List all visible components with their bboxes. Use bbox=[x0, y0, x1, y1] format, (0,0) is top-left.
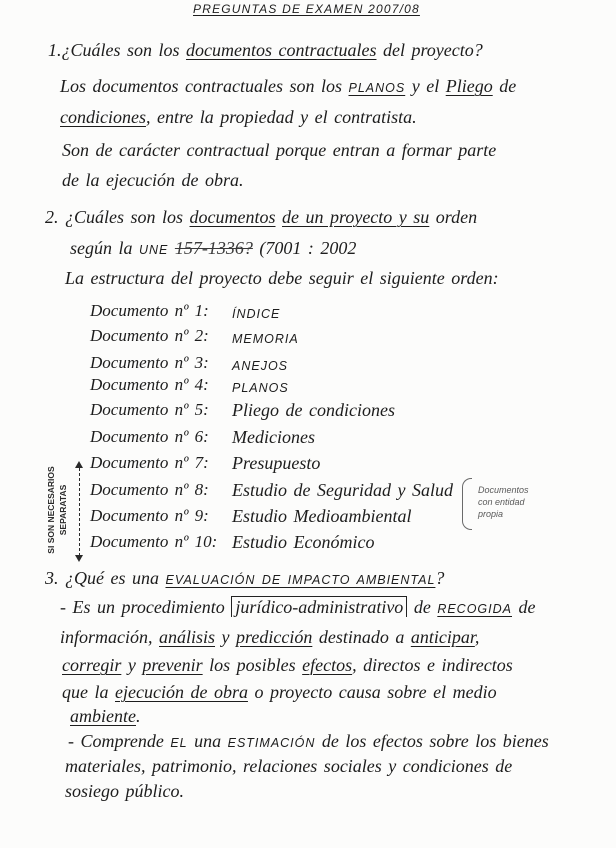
answer-text: - Es un procedimiento bbox=[60, 597, 232, 617]
standard-code: (7001 : 2002 bbox=[252, 238, 357, 258]
q2-intro: La estructura del proyecto debe seguir el siguiente orden: bbox=[65, 268, 499, 288]
document-row bbox=[90, 505, 460, 527]
answer-text: . bbox=[135, 706, 141, 726]
answer-text: de los efectos sobre los bienes bbox=[315, 731, 549, 751]
answer-underlined: condiciones bbox=[60, 107, 146, 127]
q3-answer-line bbox=[70, 705, 140, 727]
answer-caps: ESTIMACIÓN bbox=[227, 736, 316, 750]
answer-underlined: anticipar bbox=[410, 627, 475, 647]
answer-text: información, bbox=[60, 627, 159, 647]
document-row bbox=[90, 479, 460, 501]
q1-question-underlined: documentos contractuales bbox=[186, 40, 377, 60]
q1-answer-line bbox=[62, 139, 496, 161]
answer-text: Los documentos contractuales son los bbox=[60, 76, 349, 96]
document-row bbox=[90, 426, 460, 448]
q1-question-text: del proyecto? bbox=[376, 40, 483, 60]
answer-text: y el bbox=[405, 76, 446, 96]
q3-question-text: 3. ¿Qué es una bbox=[45, 568, 166, 588]
margin-bracket-line bbox=[79, 468, 80, 556]
q2-question-text: orden bbox=[429, 207, 478, 227]
answer-text: y bbox=[121, 655, 143, 675]
q2-question-text: según la bbox=[70, 238, 139, 258]
document-label: Documento nº 3: bbox=[90, 353, 209, 372]
q1-question bbox=[48, 39, 483, 61]
document-value: ÍNDICE bbox=[232, 307, 281, 321]
q3-question-underlined: EVALUACIÓN DE IMPACTO AMBIENTAL bbox=[165, 573, 436, 587]
bracket-note bbox=[478, 484, 529, 520]
answer-text: que la bbox=[62, 682, 115, 702]
q2-question-underlined: de un proyecto y su bbox=[282, 207, 430, 227]
q2-question-underlined: documentos bbox=[189, 207, 276, 227]
document-row bbox=[90, 352, 460, 374]
bracket-note-line: con entidad bbox=[478, 497, 525, 507]
document-value: PLANOS bbox=[232, 381, 289, 395]
document-label: Documento nº 2: bbox=[90, 326, 209, 345]
answer-text: de bbox=[492, 76, 517, 96]
document-row bbox=[90, 399, 460, 421]
answer-underlined: PLANOS bbox=[348, 81, 406, 95]
document-row bbox=[90, 531, 460, 553]
document-row bbox=[90, 300, 460, 322]
answer-underlined: RECOGIDA bbox=[437, 602, 512, 616]
document-value: MEMORIA bbox=[232, 332, 299, 346]
answer-text: , entre la propiedad y el contratista. bbox=[145, 107, 417, 127]
document-value: Estudio Medioambiental bbox=[232, 506, 412, 526]
answer-underlined: ambiente bbox=[70, 706, 136, 726]
bracket-note-line: propia bbox=[478, 509, 504, 519]
answer-caps: EL bbox=[170, 736, 188, 750]
answer-text: materiales, patrimonio, relaciones sociales y condiciones de bbox=[65, 756, 513, 776]
q3-answer-line bbox=[62, 681, 497, 703]
answer-text: sosiego público. bbox=[65, 781, 184, 801]
q1-answer-line bbox=[62, 169, 243, 191]
arrow-up-icon bbox=[75, 461, 83, 468]
answer-text: , bbox=[474, 627, 480, 647]
q2-question-continuation bbox=[70, 237, 356, 261]
document-row bbox=[90, 452, 460, 474]
document-label: Documento nº 7: bbox=[90, 453, 209, 472]
answer-boxed: jurídico-administrativo bbox=[231, 596, 407, 617]
q3-answer-line bbox=[62, 654, 513, 676]
document-label: Documento nº 9: bbox=[90, 506, 209, 525]
arrow-down-icon bbox=[75, 555, 83, 562]
q2-question-text: 2. ¿Cuáles son los bbox=[45, 207, 190, 227]
document-row bbox=[90, 374, 460, 396]
answer-text: de la ejecución de obra. bbox=[62, 170, 244, 190]
document-value: Presupuesto bbox=[232, 453, 321, 473]
answer-text: - Comprende bbox=[68, 731, 171, 751]
q3-question bbox=[45, 567, 444, 591]
q3-answer-line bbox=[68, 730, 549, 754]
curly-brace-icon bbox=[462, 478, 472, 530]
document-label: Documento nº 6: bbox=[90, 427, 209, 446]
standard-name: UNE bbox=[139, 243, 175, 257]
answer-text: destinado a bbox=[312, 627, 411, 647]
answer-underlined: Pliego bbox=[445, 76, 493, 96]
q3-question-text: ? bbox=[435, 568, 445, 588]
document-label: Documento nº 1: bbox=[90, 301, 209, 320]
answer-text: o proyecto causa sobre el medio bbox=[247, 682, 497, 702]
document-label: Documento nº 8: bbox=[90, 480, 209, 499]
document-label: Documento nº 5: bbox=[90, 400, 209, 419]
answer-text: los posibles bbox=[202, 655, 303, 675]
q3-answer-line bbox=[60, 596, 536, 620]
margin-note bbox=[45, 455, 71, 565]
answer-underlined: análisis bbox=[159, 627, 216, 647]
q3-answer-line bbox=[65, 780, 184, 802]
margin-note-line: SEPARATAS bbox=[58, 484, 68, 536]
q2-question bbox=[45, 206, 477, 228]
page-title: PREGUNTAS DE EXAMEN 2007/08 bbox=[193, 2, 420, 16]
q1-answer-line bbox=[60, 106, 417, 128]
document-label: Documento nº 10: bbox=[90, 532, 218, 551]
answer-underlined: efectos bbox=[302, 655, 353, 675]
answer-underlined: predicción bbox=[236, 627, 313, 647]
document-label: Documento nº 4: bbox=[90, 375, 209, 394]
q3-answer-line bbox=[65, 755, 512, 777]
document-value: Pliego de condiciones bbox=[232, 400, 395, 420]
document-value: Estudio Económico bbox=[232, 532, 375, 552]
answer-text: , directos e indirectos bbox=[352, 655, 513, 675]
answer-text: de bbox=[407, 597, 438, 617]
answer-underlined: corregir bbox=[62, 655, 122, 675]
answer-text: y bbox=[215, 627, 237, 647]
margin-note-line: SI SON NECESARIOS bbox=[46, 466, 56, 554]
document-value: ANEJOS bbox=[232, 359, 289, 373]
answer-underlined: prevenir bbox=[142, 655, 203, 675]
answer-text: de bbox=[512, 597, 536, 617]
document-value: Mediciones bbox=[232, 427, 315, 447]
q1-answer-line bbox=[60, 75, 516, 99]
document-row bbox=[90, 325, 460, 347]
answer-text: una bbox=[187, 731, 228, 751]
q3-answer-line bbox=[60, 626, 479, 648]
bracket-note-line: Documentos bbox=[478, 485, 529, 495]
document-value: Estudio de Seguridad y Salud bbox=[232, 480, 453, 500]
crossed-out-text: 157-1336? bbox=[174, 238, 253, 258]
answer-underlined: ejecución de obra bbox=[115, 682, 248, 702]
q1-question-text: 1.¿Cuáles son los bbox=[48, 40, 187, 60]
answer-text: Son de carácter contractual porque entran a formar parte bbox=[62, 140, 497, 160]
